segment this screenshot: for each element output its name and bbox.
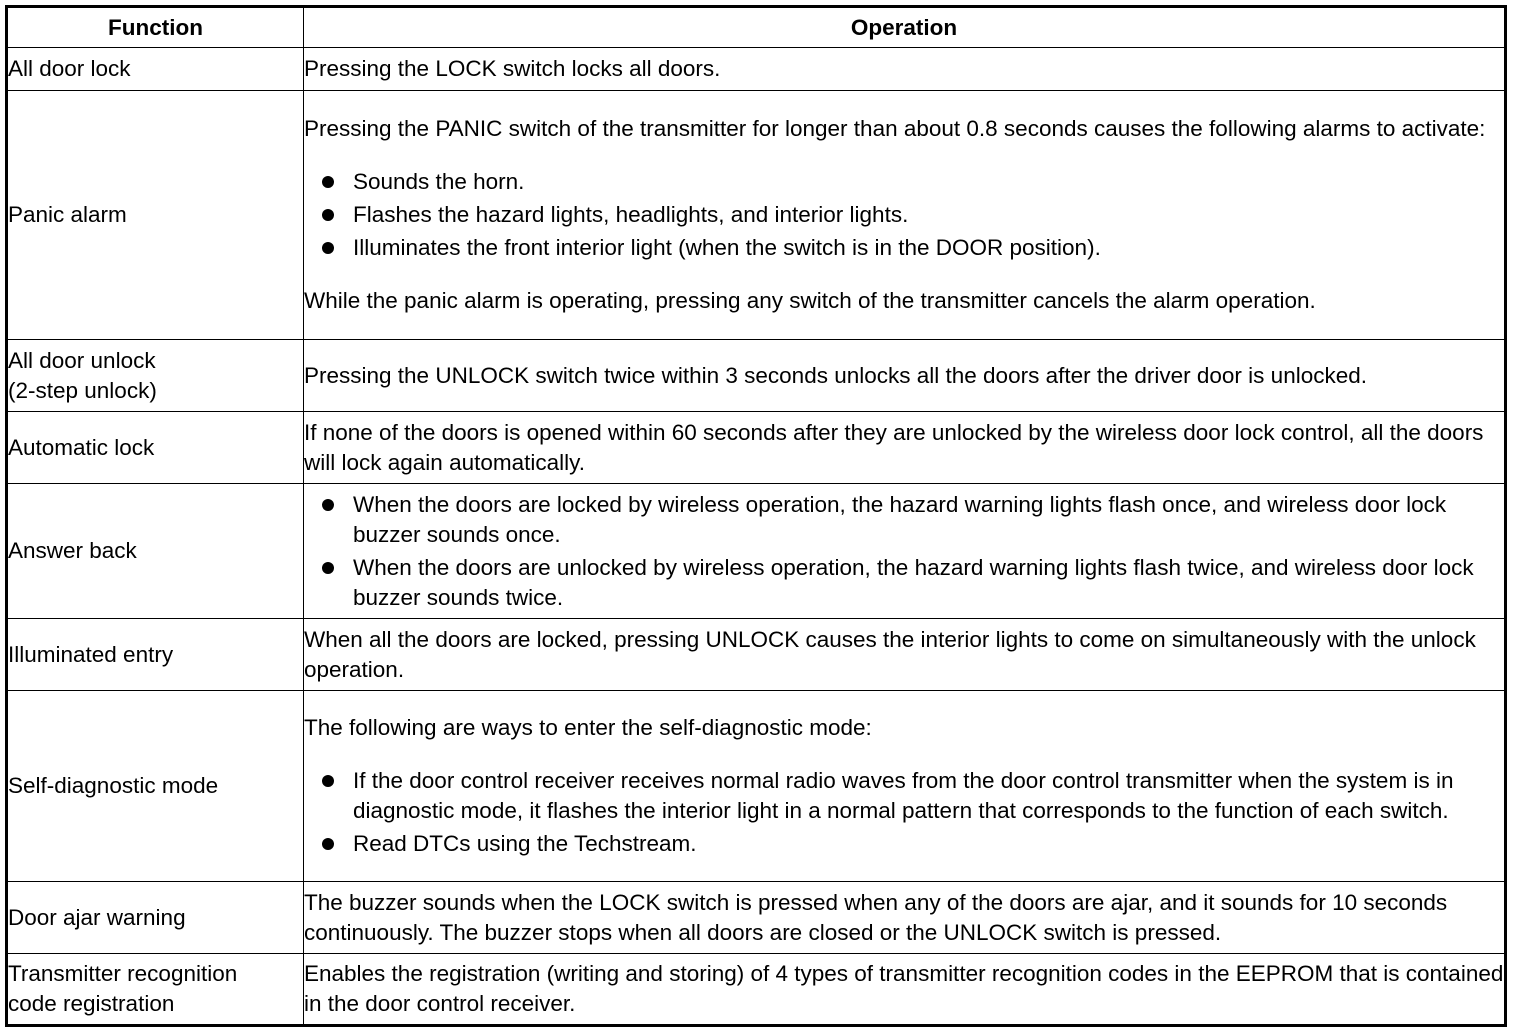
function-cell: Answer back <box>7 484 304 619</box>
operation-outro: While the panic alarm is operating, pressing any switch of the transmitter cancels the alarm operation. <box>304 288 1316 313</box>
operation-cell <box>304 484 1506 619</box>
operation-cell <box>304 691 1506 882</box>
function-cell <box>7 954 304 1026</box>
bullet-text: Read DTCs using the Techstream. <box>353 831 697 856</box>
operation-cell <box>304 91 1506 340</box>
function-cell: Automatic lock <box>7 412 304 484</box>
bullet-text: When the doors are locked by wireless operation, the hazard warning lights flash once, and wireless door lock buzzer sounds once. <box>353 491 1447 547</box>
table-row <box>7 91 1506 340</box>
function-line: code registration <box>8 991 175 1016</box>
table-row <box>7 691 1506 882</box>
function-operation-table <box>5 5 1507 1027</box>
bullet-icon <box>322 242 334 254</box>
bullet-icon <box>322 176 334 188</box>
operation-cell: The buzzer sounds when the LOCK switch is pressed when any of the doors are ajar, and it sounds for 10 seconds continuously. The buzzer stops when all doors are closed or the UNLOCK switch is pressed. <box>304 882 1506 954</box>
operation-intro: The following are ways to enter the self-diagnostic mode: <box>304 715 872 740</box>
table-row <box>7 48 1506 91</box>
list-item <box>304 233 1504 263</box>
function-cell: Panic alarm <box>7 91 304 340</box>
function-line: (2-step unlock) <box>8 377 157 403</box>
bullet-list <box>304 490 1504 613</box>
list-item <box>304 167 1504 197</box>
header-operation: Operation <box>304 7 1506 48</box>
table-row <box>7 484 1506 619</box>
table-row <box>7 340 1506 412</box>
operation-cell: If none of the doors is opened within 60 seconds after they are unlocked by the wireless door lock control, all the doors will lock again automatically. <box>304 412 1506 484</box>
operation-cell: When all the doors are locked, pressing UNLOCK causes the interior lights to come on simultaneously with the unlock operation. <box>304 619 1506 691</box>
bullet-text: When the doors are unlocked by wireless operation, the hazard warning lights flash twice, and wireless door lock buzzer sounds twice. <box>353 554 1474 610</box>
bullet-text: Sounds the horn. <box>353 169 525 194</box>
operation-intro: Pressing the PANIC switch of the transmitter for longer than about 0.8 seconds causes the following alarms to activate: <box>304 116 1486 141</box>
bullet-icon <box>322 562 334 574</box>
function-line: All door unlock <box>8 347 156 373</box>
table-row <box>7 412 1506 484</box>
list-item <box>304 829 1504 859</box>
operation-cell: Enables the registration (writing and storing) of 4 types of transmitter recognition codes in the EEPROM that is contained in the door control receiver. <box>304 954 1506 1026</box>
bullet-text: Flashes the hazard lights, headlights, and interior lights. <box>353 202 909 227</box>
table-row <box>7 619 1506 691</box>
list-item <box>304 766 1504 826</box>
list-item <box>304 200 1504 230</box>
function-cell: All door lock <box>7 48 304 91</box>
function-cell: Illuminated entry <box>7 619 304 691</box>
bullet-icon <box>322 499 334 511</box>
function-line: Transmitter recognition <box>8 961 238 986</box>
table-row <box>7 882 1506 954</box>
function-cell: Door ajar warning <box>7 882 304 954</box>
bullet-icon <box>322 209 334 221</box>
function-cell: Self-diagnostic mode <box>7 691 304 882</box>
bullet-text: If the door control receiver receives normal radio waves from the door control transmitter when the system is in diagnostic mode, it flashes the interior light in a normal pattern that corresponds to the function of each switch. <box>353 768 1454 823</box>
bullet-icon <box>322 838 334 850</box>
list-item <box>304 490 1504 550</box>
function-cell <box>7 340 304 412</box>
list-item <box>304 553 1504 613</box>
operation-cell: Pressing the LOCK switch locks all doors. <box>304 48 1506 91</box>
operation-cell: Pressing the UNLOCK switch twice within 3 seconds unlocks all the doors after the driver door is unlocked. <box>304 340 1506 412</box>
table-header-row <box>7 7 1506 48</box>
bullet-list <box>304 167 1504 263</box>
table-row <box>7 954 1506 1026</box>
bullet-text: Illuminates the front interior light (when the switch is in the DOOR position). <box>353 235 1101 260</box>
header-function: Function <box>7 7 304 48</box>
bullet-icon <box>322 775 334 787</box>
bullet-list <box>304 766 1504 859</box>
